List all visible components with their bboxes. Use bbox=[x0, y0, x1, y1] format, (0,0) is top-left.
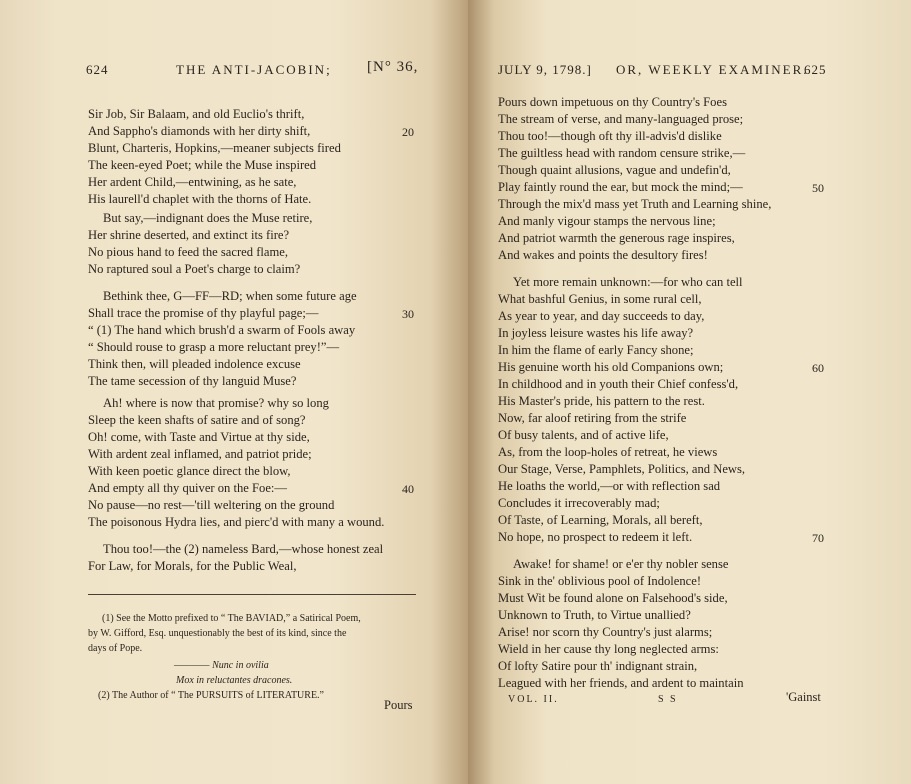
right-verse-line: And manly vigour stamps the nervous line; bbox=[498, 214, 716, 228]
right-verse-line: Must Wit be found alone on Falsehood's side, bbox=[498, 591, 728, 605]
left-verse-line: His laurell'd chaplet with the thorns of Hate. bbox=[88, 192, 312, 206]
right-verse-line: Leagued with her friends, and ardent to maintain bbox=[498, 676, 744, 690]
left-verse-line: The poisonous Hydra lies, and pierc'd with many a wound. bbox=[88, 515, 385, 529]
left-verse-line: The tame secession of thy languid Muse? bbox=[88, 374, 297, 388]
right-verse-line: As year to year, and day succeeds to day, bbox=[498, 309, 705, 323]
left-issue-number: [N° 36, bbox=[367, 59, 419, 75]
left-verse-line: With keen poetic glance direct the blow, bbox=[88, 464, 291, 478]
right-page bbox=[468, 0, 911, 784]
left-verse-line: No pause—no rest—'till weltering on the ground bbox=[88, 498, 335, 512]
right-verse-line: Sink in the' oblivious pool of Indolence! bbox=[498, 574, 702, 588]
left-verse-line: No raptured soul a Poet's charge to claim? bbox=[88, 262, 301, 276]
right-date: JULY 9, 1798.] bbox=[498, 62, 592, 77]
left-verse-line: For Law, for Morals, for the Public Weal, bbox=[88, 559, 297, 573]
right-verse-line: The stream of verse, and many-languaged prose; bbox=[498, 112, 744, 126]
left-verse-line: No pious hand to feed the sacred flame, bbox=[88, 245, 289, 259]
signature-mark: S S bbox=[658, 694, 678, 705]
left-line-number: 30 bbox=[402, 307, 414, 321]
right-verse-line: He loaths the world,—or with reflection sad bbox=[498, 479, 721, 493]
left-verse-line: The keen-eyed Poet; while the Muse inspired bbox=[88, 158, 317, 172]
left-verse-line: Bethink thee, G—FF—RD; when some future age bbox=[103, 289, 357, 303]
right-verse-line: Of lofty Satire pour th' indignant strain, bbox=[498, 659, 698, 673]
right-verse-line: The guiltless head with random censure strike,— bbox=[498, 146, 746, 160]
left-page-number: 624 bbox=[86, 62, 109, 77]
right-verse-line: Thou too!—though oft thy ill-advis'd dislike bbox=[498, 129, 722, 143]
left-verse-line: Blunt, Charteris, Hopkins,—meaner subjects fired bbox=[88, 141, 341, 155]
right-verse-line: Pours down impetuous on thy Country's Foes bbox=[498, 95, 727, 109]
right-verse-line: Through the mix'd mass yet Truth and Learning shine, bbox=[498, 197, 772, 211]
right-verse-line: Our Stage, Verse, Pamphlets, Politics, and News, bbox=[498, 462, 746, 476]
right-verse-line: In joyless leisure wastes his life away? bbox=[498, 326, 694, 340]
right-catchword: 'Gainst bbox=[786, 690, 821, 704]
right-verse-line: His genuine worth his old Companions own; bbox=[498, 360, 724, 374]
left-verse-line: But say,—indignant does the Muse retire, bbox=[103, 211, 313, 225]
right-verse-line: Arise! nor scorn thy Country's just alarms; bbox=[498, 625, 713, 639]
left-verse-line: “ Should rouse to grasp a more reluctant prey!”— bbox=[88, 340, 340, 354]
right-line-number: 60 bbox=[812, 361, 824, 375]
right-verse-line: His Master's pride, his pattern to the rest. bbox=[498, 394, 705, 408]
right-verse-line: Concludes it irrecoverably mad; bbox=[498, 496, 660, 510]
right-verse-line: What bashful Genius, in some rural cell, bbox=[498, 292, 702, 306]
left-verse-line: Her shrine deserted, and extinct its fire? bbox=[88, 228, 290, 242]
left-verse-line: Sir Job, Sir Balaam, and old Euclio's thrift, bbox=[88, 107, 305, 121]
footnote-line: days of Pope. bbox=[88, 643, 143, 654]
left-verse-line: And Sappho's diamonds with her dirty shift, bbox=[88, 124, 311, 138]
right-verse-line: Awake! for shame! or e'er thy nobler sense bbox=[513, 557, 729, 571]
left-line-number: 40 bbox=[402, 482, 414, 496]
footnote-line: (2) The Author of “ The PURSUITS of LITERATURE.” bbox=[98, 690, 324, 701]
footnote-line: by W. Gifford, Esq. unquestionably the best of its kind, since the bbox=[88, 628, 347, 639]
right-verse-line: Now, far aloof retiring from the strife bbox=[498, 411, 687, 425]
left-line-number: 20 bbox=[402, 125, 414, 139]
footnote-line: Mox in reluctantes dracones. bbox=[176, 675, 293, 686]
left-verse-line: Her ardent Child,—entwining, as he sate, bbox=[88, 175, 297, 189]
left-verse-line: Shall trace the promise of thy playful page;— bbox=[88, 306, 319, 320]
footnote-line: (1) See the Motto prefixed to “ The BAVIAD,” a Satirical Poem, bbox=[102, 613, 361, 624]
right-verse-line: No hope, no prospect to redeem it left. bbox=[498, 530, 693, 544]
right-verse-line: Wield in her cause thy long neglected arms: bbox=[498, 642, 719, 656]
footnote-rule bbox=[88, 594, 416, 595]
right-verse-line: Of Taste, of Learning, Morals, all bereft, bbox=[498, 513, 703, 527]
left-verse-line: And empty all thy quiver on the Foe:— bbox=[88, 481, 288, 495]
right-verse-line: Unknown to Truth, to Virtue unallied? bbox=[498, 608, 691, 622]
right-verse-line: In him the flame of early Fancy shone; bbox=[498, 343, 694, 357]
right-verse-line: Of busy talents, and of active life, bbox=[498, 428, 669, 442]
left-verse-line: Thou too!—the (2) nameless Bard,—whose honest zeal bbox=[103, 542, 384, 556]
right-running-title: OR, WEEKLY EXAMINER. bbox=[616, 62, 809, 77]
left-verse-line: With ardent zeal inflamed, and patriot pride; bbox=[88, 447, 312, 461]
right-verse-line: In childhood and in youth their Chief confess'd, bbox=[498, 377, 739, 391]
left-verse-line: Think then, will pleaded indolence excuse bbox=[88, 357, 301, 371]
footnote-line: ———— Nunc in ovilia bbox=[174, 660, 269, 671]
left-verse-line: “ (1) The hand which brush'd a swarm of Fools away bbox=[88, 323, 356, 337]
right-verse-line: And wakes and points the desultory fires! bbox=[498, 248, 708, 262]
right-verse-line: Yet more remain unknown:—for who can tell bbox=[513, 275, 743, 289]
volume-label: VOL. II. bbox=[508, 694, 559, 705]
left-verse-line: Ah! where is now that promise? why so long bbox=[103, 396, 329, 410]
right-verse-line: And patriot warmth the generous rage inspires, bbox=[498, 231, 735, 245]
right-line-number: 50 bbox=[812, 181, 824, 195]
left-verse-line: Sleep the keen shafts of satire and of song? bbox=[88, 413, 306, 427]
left-catchword: Pours bbox=[384, 698, 413, 712]
right-verse-line: Though quaint allusions, vague and undefin'd, bbox=[498, 163, 731, 177]
left-running-title: THE ANTI-JACOBIN; bbox=[176, 62, 332, 77]
right-verse-line: As, from the loop-holes of retreat, he views bbox=[498, 445, 718, 459]
right-verse-line: Play faintly round the ear, but mock the mind;— bbox=[498, 180, 743, 194]
right-line-number: 70 bbox=[812, 531, 824, 545]
left-verse-line: Oh! come, with Taste and Virtue at thy side, bbox=[88, 430, 310, 444]
right-page-number: 625 bbox=[804, 62, 827, 77]
